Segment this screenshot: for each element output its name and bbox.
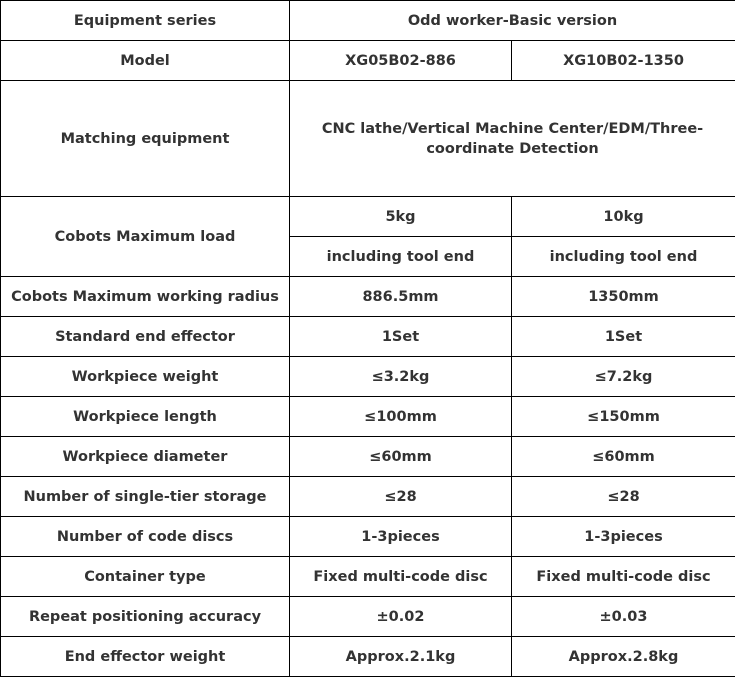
cell-a: 1Set: [290, 317, 512, 357]
table-row: [1, 397, 735, 437]
cell-load-a-note: including tool end: [290, 237, 512, 277]
row-label: Workpiece length: [1, 397, 290, 437]
cell-a: 886.5mm: [290, 277, 512, 317]
table-row-max-load: [1, 197, 735, 237]
cell-a: ≤28: [290, 477, 512, 517]
row-label: Matching equipment: [1, 81, 290, 197]
table-row-model: [1, 41, 735, 81]
cell-load-b-note: including tool end: [512, 237, 735, 277]
cell-value: Odd worker-Basic version: [290, 1, 735, 41]
row-label: End effector weight: [1, 637, 290, 677]
cell-b: 1Set: [512, 317, 735, 357]
cell-b: ≤150mm: [512, 397, 735, 437]
cell-b: 1350mm: [512, 277, 735, 317]
cell-a: Approx.2.1kg: [290, 637, 512, 677]
row-label: Container type: [1, 557, 290, 597]
cell-load-b: 10kg: [512, 197, 735, 237]
cell-a: ±0.02: [290, 597, 512, 637]
cell-b: Fixed multi-code disc: [512, 557, 735, 597]
table-row: [1, 437, 735, 477]
table-row-equipment-series: [1, 1, 735, 41]
table-row: [1, 637, 735, 677]
row-label: Model: [1, 41, 290, 81]
cell-b: ±0.03: [512, 597, 735, 637]
table-row: [1, 597, 735, 637]
cell-value: CNC lathe/Vertical Machine Center/EDM/Three-coordinate Detection: [290, 81, 735, 197]
row-label: Cobots Maximum working radius: [1, 277, 290, 317]
cell-b: 1-3pieces: [512, 517, 735, 557]
row-label: Number of single-tier storage: [1, 477, 290, 517]
cell-model-b: XG10B02-1350: [512, 41, 735, 81]
cell-b: ≤28: [512, 477, 735, 517]
cell-b: Approx.2.8kg: [512, 637, 735, 677]
cell-a: ≤100mm: [290, 397, 512, 437]
row-label: Repeat positioning accuracy: [1, 597, 290, 637]
cell-a: Fixed multi-code disc: [290, 557, 512, 597]
row-label: Number of code discs: [1, 517, 290, 557]
cell-a: 1-3pieces: [290, 517, 512, 557]
row-label: Workpiece weight: [1, 357, 290, 397]
table-row: [1, 277, 735, 317]
table-row-matching-equipment: [1, 81, 735, 197]
table-row: [1, 477, 735, 517]
cell-b: ≤7.2kg: [512, 357, 735, 397]
cell-b: ≤60mm: [512, 437, 735, 477]
table-row: [1, 317, 735, 357]
table-row: [1, 517, 735, 557]
table-row: [1, 357, 735, 397]
cell-a: ≤3.2kg: [290, 357, 512, 397]
cell-a: ≤60mm: [290, 437, 512, 477]
row-label: Cobots Maximum load: [1, 197, 290, 277]
cell-load-a: 5kg: [290, 197, 512, 237]
row-label: Standard end effector: [1, 317, 290, 357]
cell-model-a: XG05B02-886: [290, 41, 512, 81]
row-label: Equipment series: [1, 1, 290, 41]
row-label: Workpiece diameter: [1, 437, 290, 477]
table-row: [1, 557, 735, 597]
